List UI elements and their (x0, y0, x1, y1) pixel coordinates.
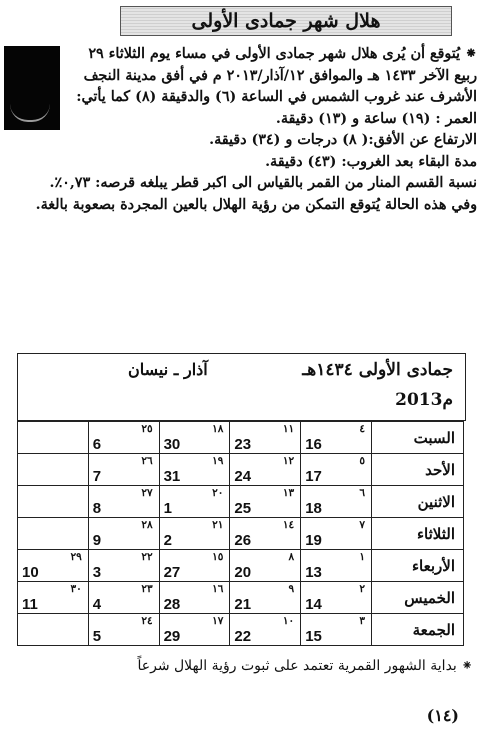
intro-line: الأشرف عند غروب الشمس في الساعة (٦) والدقيقة (٨) كما يأتي: (76, 89, 477, 105)
gregorian-day-number: 2 (163, 532, 172, 549)
calendar-cell (88, 422, 159, 454)
weekday-label: الأحد (372, 454, 464, 486)
hijri-day-number: ١٧ (212, 615, 224, 627)
gregorian-day-number: 8 (92, 500, 102, 517)
gregorian-day-number: 19 (305, 532, 322, 549)
hijri-day-number: ١٣ (282, 487, 295, 499)
calendar-cell (88, 550, 159, 582)
hijri-day-number: ٢٨ (141, 519, 153, 531)
hijri-day-number: ٢٣ (141, 583, 153, 595)
gregorian-day-number: 27 (163, 564, 181, 581)
hijri-day-number: ٣٠ (70, 583, 82, 595)
hijri-day-number: ٢٠ (212, 487, 224, 499)
hijri-day-number: ١٤ (282, 519, 295, 531)
calendar-cell (88, 486, 159, 518)
crescent-moon-photo (4, 46, 60, 130)
calendar-cell (88, 518, 159, 550)
hijri-day-number: ١ (359, 551, 365, 563)
calendar-cell (18, 614, 89, 646)
hijri-day-number: ٢٥ (141, 423, 153, 435)
intro-line: العمر : (١٩) ساعة و (١٣) دقيقة. (275, 110, 477, 127)
hijri-day-number: ٢٤ (141, 615, 153, 627)
page-title: هلال شهر جمادى الأولى (191, 10, 381, 32)
gregorian-months: آذار ـ نيسان (128, 360, 208, 379)
calendar-cell (301, 454, 372, 486)
hijri-day-number: ٢٧ (141, 487, 153, 499)
calendar-row (18, 550, 464, 582)
gregorian-day-number: 17 (305, 468, 322, 485)
hijri-day-number: ٢٩ (70, 551, 82, 563)
gregorian-day-number: 14 (305, 596, 322, 613)
gregorian-day-number: 31 (163, 468, 181, 485)
hijri-day-number: ١١ (282, 423, 295, 435)
gregorian-day-number: 29 (163, 628, 181, 645)
calendar-cell (301, 614, 372, 646)
gregorian-day-number: 11 (22, 596, 38, 613)
intro-line: الارتفاع عن الأفق:( ٨) درجات و (٣٤) دقيقة. (209, 132, 477, 148)
calendar-cell (18, 518, 89, 550)
calendar-row (18, 454, 464, 486)
gregorian-day-number: 3 (92, 564, 102, 581)
calendar-cell (301, 486, 372, 518)
gregorian-day-number: 16 (305, 436, 322, 453)
calendar-cell (18, 454, 89, 486)
calendar-cell (159, 614, 230, 646)
calendar-cell (230, 614, 301, 646)
gregorian-day-number: 25 (234, 500, 252, 517)
crescent-icon (10, 104, 50, 122)
gregorian-day-number: 4 (92, 596, 102, 613)
hijri-day-number: ٩ (288, 583, 295, 595)
calendar-cell (230, 550, 301, 582)
hijri-day-number: ١٦ (212, 583, 224, 595)
hijri-day-number: ٣ (359, 615, 365, 627)
calendar-header (17, 353, 466, 421)
calendar-row (18, 486, 464, 518)
gregorian-day-number: 22 (234, 628, 252, 645)
page-number: (١٤) (426, 706, 459, 725)
page-title-bar (120, 6, 452, 36)
calendar-cell (230, 486, 301, 518)
hijri-day-number: ٢٢ (141, 551, 153, 563)
hijri-month: جمادى الأولى ١٤٣٤هـ (302, 360, 453, 380)
intro-line: نسبة القسم المنار من القمر بالقياس الى اكبر قطر يبلغه قرصه: ٠,٧٣٪. (49, 175, 477, 191)
calendar-row (18, 518, 464, 550)
hijri-day-number: ١٩ (212, 455, 224, 467)
gregorian-day-number: 15 (305, 628, 322, 645)
gregorian-day-number: 10 (22, 564, 39, 581)
calendar-cell (301, 422, 372, 454)
gregorian-day-number: 28 (163, 596, 181, 613)
gregorian-day-number: 5 (92, 628, 102, 645)
hijri-day-number: ٦ (359, 487, 365, 499)
calendar-cell (159, 582, 230, 614)
gregorian-day-number: 1 (163, 500, 172, 517)
hijri-day-number: ٧ (359, 519, 365, 531)
calendar-cell (159, 486, 230, 518)
intro-line: ربيع الآخر ١٤٣٣ هـ والموافق ١٢/آذار/٢٠١٣ م في أفق مدينة النجف (83, 67, 477, 84)
calendar-cell (159, 422, 230, 454)
gregorian-day-number: 7 (92, 468, 102, 485)
calendar-cell (88, 614, 159, 646)
calendar-cell (230, 454, 301, 486)
calendar-row (18, 582, 464, 614)
calendar-cell (230, 518, 301, 550)
hijri-day-number: ٥ (359, 455, 365, 467)
intro-line: ⁕ يُتوقع أن يُرى هلال شهر جمادى الأولى في مساء يوم الثلاثاء ٢٩ (88, 46, 477, 62)
hijri-day-number: ١٢ (282, 455, 295, 467)
calendar-cell (18, 550, 89, 582)
gregorian-day-number: 18 (305, 500, 322, 517)
gregorian-day-number: 13 (305, 564, 322, 581)
gregorian-day-number: 6 (92, 436, 102, 453)
hijri-day-number: ٢١ (212, 519, 224, 531)
hijri-day-number: ٨ (288, 551, 295, 563)
calendar-row (18, 422, 464, 454)
weekday-label: الثلاثاء (372, 518, 464, 550)
calendar-cell (18, 422, 89, 454)
weekday-label: الخميس (372, 582, 464, 614)
gregorian-day-number: 20 (234, 564, 252, 581)
hijri-day-number: ٢٦ (141, 455, 153, 467)
intro-paragraph (35, 44, 477, 216)
calendar-cell (18, 486, 89, 518)
hijri-day-number: ١٠ (282, 615, 295, 627)
gregorian-day-number: 21 (234, 596, 252, 613)
calendar-table (17, 421, 464, 646)
calendar-cell (159, 550, 230, 582)
gregorian-year: 2013م (395, 390, 453, 410)
gregorian-day-number: 26 (234, 532, 252, 549)
calendar-cell (230, 582, 301, 614)
calendar-cell (230, 422, 301, 454)
calendar-row (18, 614, 464, 646)
calendar-cell (301, 518, 372, 550)
gregorian-day-number: 30 (163, 436, 181, 453)
weekday-label: السبت (372, 422, 464, 454)
calendar-cell (301, 582, 372, 614)
intro-line: مدة البقاء بعد الغروب: (٤٣) دقيقة. (265, 153, 477, 170)
hijri-day-number: ٤ (359, 423, 365, 435)
calendar-cell (88, 582, 159, 614)
footnote: ⁕ بداية الشهور القمرية تعتمد على ثبوت رؤية الهلال شرعاً (137, 658, 473, 674)
hijri-day-number: ١٥ (212, 551, 224, 563)
calendar-cell (159, 454, 230, 486)
calendar-cell (88, 454, 159, 486)
weekday-label: الأربعاء (372, 550, 464, 582)
calendar-cell (159, 518, 230, 550)
hijri-day-number: ١٨ (212, 423, 224, 435)
gregorian-day-number: 9 (92, 532, 102, 549)
gregorian-day-number: 24 (234, 468, 252, 485)
weekday-label: الجمعة (372, 614, 464, 646)
hijri-day-number: ٢ (359, 583, 365, 595)
calendar-cell (301, 550, 372, 582)
calendar-cell (18, 582, 89, 614)
gregorian-day-number: 23 (234, 436, 252, 453)
intro-line: وفي هذه الحالة يُتوقع التمكن من رؤية الهلال بالعين المجردة بصعوبة بالغة. (35, 196, 477, 213)
weekday-label: الاثنين (372, 486, 464, 518)
